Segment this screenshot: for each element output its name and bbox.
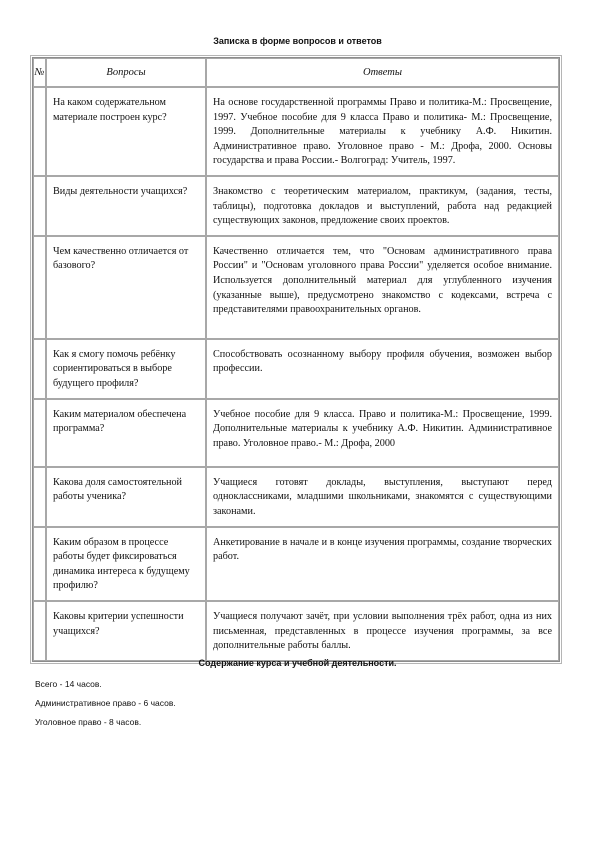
answer-text: Качественно отличается тем, что "Основам административного права России" и "Основам уголовного права России" уделяется особое внимание. Используется дополнительный материал для углубленного изучения (указанные выше), предусмотрено знакомство с кодексами, встреча с представителями правоохранительных органов. [213, 245, 552, 316]
answer-text: Учащиеся получают зачёт, при условии выполнения трёх работ, одна из них письменная, представленных в процессе изучения программы, за все дополнительные работы баллы. [213, 610, 552, 652]
question-text: Каким материалом обеспечена программа? [53, 408, 187, 435]
answer-text: На основе государственной программы Право и политика-М.: Просвещение, 1997. Учебное пособие для 9 класса Право и политика- М.: Просвещение, 1999. Дополнительные материалы к учебнику А.Ф. Никитин. Административное право. Уголовное право - М.: Дрофа, 2000. Основы государства и права России.- Волгоград: Учитель, 1997. [213, 97, 552, 167]
question-cell [46, 467, 206, 527]
question-cell [46, 87, 206, 176]
table-header-row [33, 58, 559, 87]
row-number-cell [33, 339, 46, 399]
question-cell [46, 601, 206, 661]
answer-cell [206, 527, 559, 601]
header-number: № [33, 58, 46, 87]
row-number-cell [33, 467, 46, 527]
row-number-cell [33, 176, 46, 236]
table-row [33, 176, 559, 236]
row-number-cell [33, 601, 46, 661]
summary-admin-law-hours: Административное право - 6 часов. [35, 698, 176, 708]
table-row [33, 527, 559, 601]
question-text: Как я смогу помочь ребёнку сориентироваться в выборе будущего профиля? [53, 348, 176, 389]
question-text: Какова доля самостоятельной работы ученика? [53, 476, 182, 503]
answer-text: Учащиеся готовят доклады, выступления, выступают перед одноклассниками, младшими школьниками, знакомятся с существующими законами. [213, 476, 552, 517]
answer-text: Анкетирование в начале и в конце изучения программы, создание творческих работ. [213, 536, 552, 563]
question-cell [46, 236, 206, 339]
answer-text: Способствовать осознанному выбору профиля обучения, возможен выбор профессии. [213, 348, 552, 375]
question-text: Каковы критерии успешности учащихся? [53, 610, 184, 637]
question-text: Виды деятельности учащихся? [53, 186, 188, 197]
answer-cell [206, 339, 559, 399]
table-row [33, 87, 559, 176]
question-text: На каком содержательном материале построен курс? [53, 97, 167, 123]
question-cell [46, 527, 206, 601]
row-number-cell [33, 87, 46, 176]
qa-table [32, 57, 560, 662]
document-title: Записка в форме вопросов и ответов [213, 36, 382, 46]
summary-criminal-law-hours: Уголовное право - 8 часов. [35, 717, 142, 727]
question-cell [46, 176, 206, 236]
table-row [33, 236, 559, 339]
header-questions: Вопросы [46, 58, 206, 87]
question-text: Чем качественно отличается от базового? [53, 245, 189, 272]
row-number-cell [33, 236, 46, 339]
table-row [33, 467, 559, 527]
answer-text: Учебное пособие для 9 класса. Право и политика-М.: Просвещение, 1999. Дополнительные материалы к учебнику А.Ф. Никитин. Административное право. Уголовное право.- М.: Дрофа, 2000 [213, 408, 552, 449]
question-text: Каким образом в процессе работы будет фиксироваться динамика интереса к будущему профилю? [53, 536, 190, 592]
section-title: Содержание курса и учебной деятельности. [198, 658, 397, 668]
answer-cell [206, 601, 559, 661]
answer-cell [206, 87, 559, 176]
summary-total-hours: Всего - 14 часов. [35, 679, 102, 689]
answer-cell [206, 236, 559, 339]
table-row [33, 399, 559, 467]
question-cell [46, 399, 206, 467]
table-row [33, 601, 559, 661]
answer-cell [206, 399, 559, 467]
header-answers: Ответы [206, 58, 559, 87]
answer-cell [206, 467, 559, 527]
answer-cell [206, 176, 559, 236]
row-number-cell [33, 527, 46, 601]
question-cell [46, 339, 206, 399]
row-number-cell [33, 399, 46, 467]
table-row [33, 339, 559, 399]
answer-text: Знакомство с теоретическим материалом, практикум, (задания, тесты, таблицы), подготовка докладов и выступлений, работа над редакцией существующих законов, предложение своих проектов. [213, 186, 552, 227]
